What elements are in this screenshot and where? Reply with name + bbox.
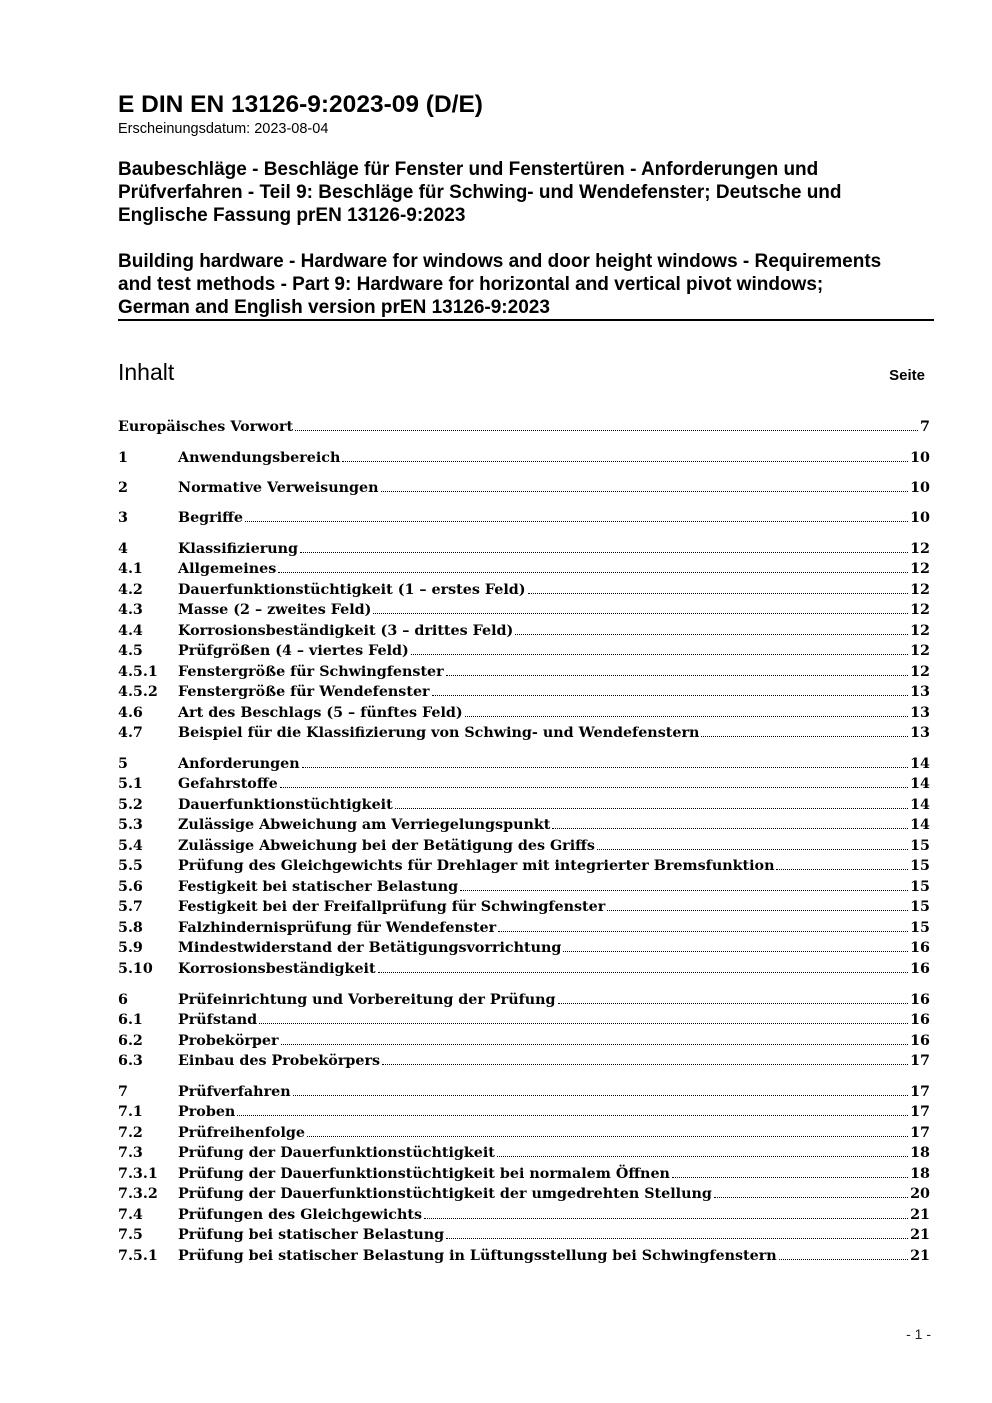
toc-entry-page: 15 xyxy=(910,838,930,854)
toc-entry[interactable] xyxy=(118,1051,930,1071)
toc-page-column-label: Seite xyxy=(889,367,925,384)
toc-entry-number: 7.3.2 xyxy=(118,1186,158,1202)
toc-dot-leader xyxy=(382,1053,908,1065)
toc-dot-leader xyxy=(373,602,908,614)
toc-entry-title: Falzhindernisprüfung für Wendefenster xyxy=(178,920,497,936)
title-english-line: and test methods - Part 9: Hardware for horizontal and vertical pivot windows; xyxy=(118,274,824,295)
toc-dot-leader xyxy=(278,561,908,573)
toc-dot-leader xyxy=(381,480,909,492)
toc-entry-number: 4.6 xyxy=(118,705,143,721)
toc-entry[interactable] xyxy=(118,1225,930,1245)
toc-entry-title: Mindestwiderstand der Betätigungsvorrichtung xyxy=(178,940,562,956)
toc-entry-title: Dauerfunktionstüchtigkeit (1 – erstes Feld) xyxy=(178,582,526,598)
toc-dot-leader xyxy=(528,582,909,594)
toc-entry-page: 17 xyxy=(910,1084,930,1100)
toc-entry-page: 20 xyxy=(910,1186,930,1202)
toc-entry-title: Fenstergröße für Wendefenster xyxy=(178,684,430,700)
toc-entry-page: 13 xyxy=(910,725,930,741)
toc-entry-number: 4.4 xyxy=(118,623,143,639)
toc-dot-leader xyxy=(498,920,908,932)
toc-entry-page: 13 xyxy=(910,684,930,700)
toc-entry-title: Prüfung bei statischer Belastung in Lüftungsstellung bei Schwingfenstern xyxy=(178,1248,777,1264)
toc-entry[interactable] xyxy=(118,508,930,528)
toc-entry-title: Probekörper xyxy=(178,1033,279,1049)
toc-entry-title: Anforderungen xyxy=(178,756,300,772)
toc-entry[interactable] xyxy=(118,1164,930,1184)
toc-entry-title: Prüfungen des Gleichgewichts xyxy=(178,1207,423,1223)
toc-entry[interactable] xyxy=(118,1010,930,1030)
toc-entry-page: 21 xyxy=(910,1248,930,1264)
toc-entry-number: 6.3 xyxy=(118,1053,143,1069)
title-german-line: Prüfverfahren - Teil 9: Beschläge für Schwing- und Wendefenster; Deutsche und xyxy=(118,182,842,203)
toc-entry-page: 10 xyxy=(910,480,930,496)
toc-dot-leader xyxy=(552,817,908,829)
toc-entry-number: 4.3 xyxy=(118,602,143,618)
toc-entry-title: Zulässige Abweichung bei der Betätigung des Griffs xyxy=(178,838,595,854)
toc-entry-number: 4 xyxy=(118,541,128,557)
toc-entry-title: Gefahrstoffe xyxy=(178,776,278,792)
toc-dot-leader xyxy=(424,1207,908,1219)
toc-entry-title: Normative Verweisungen xyxy=(178,480,379,496)
toc-entry-number: 5.1 xyxy=(118,776,143,792)
toc-dot-leader xyxy=(465,705,908,717)
toc-entry[interactable] xyxy=(118,1246,930,1266)
toc-entry-page: 12 xyxy=(910,561,930,577)
toc-entry-title: Begriffe xyxy=(178,510,243,526)
toc-dot-leader xyxy=(607,899,908,911)
toc-entry-number: 7.2 xyxy=(118,1125,143,1141)
toc-entry[interactable] xyxy=(118,877,930,897)
toc-entry-number: 5 xyxy=(118,756,128,772)
toc-entry-title: Masse (2 – zweites Feld) xyxy=(178,602,372,618)
publication-date: Erscheinungsdatum: 2023-08-04 xyxy=(118,121,329,137)
toc-entry-page: 16 xyxy=(910,940,930,956)
toc-entry-title: Fenstergröße für Schwingfenster xyxy=(178,664,444,680)
toc-entry[interactable] xyxy=(118,1184,930,1204)
toc-entry-page: 16 xyxy=(910,992,930,1008)
toc-entry[interactable] xyxy=(118,478,930,498)
toc-entry[interactable] xyxy=(118,754,930,774)
toc-entry-title: Europäisches Vorwort xyxy=(118,419,294,435)
toc-entry-page: 16 xyxy=(910,961,930,977)
toc-entry-title: Prüfung bei statischer Belastung xyxy=(178,1227,445,1243)
toc-dot-leader xyxy=(672,1166,908,1178)
toc-entry-page: 17 xyxy=(910,1104,930,1120)
toc-entry-number: 7.1 xyxy=(118,1104,143,1120)
toc-entry-page: 12 xyxy=(910,623,930,639)
toc-entry-number: 6.2 xyxy=(118,1033,143,1049)
toc-entry-page: 12 xyxy=(910,602,930,618)
toc-entry-page: 21 xyxy=(910,1227,930,1243)
toc-entry-page: 15 xyxy=(910,920,930,936)
toc-dot-leader xyxy=(307,1125,908,1137)
toc-entry[interactable] xyxy=(118,795,930,815)
toc-entry-title: Prüfung der Dauerfunktionstüchtigkeit der umgedrehten Stellung xyxy=(178,1186,712,1202)
toc-entry-title: Beispiel für die Klassifizierung von Schwing- und Wendefenstern xyxy=(178,725,700,741)
toc-entry-number: 5.2 xyxy=(118,797,143,813)
toc-entry-number: 7.3.1 xyxy=(118,1166,158,1182)
toc-entry-page: 15 xyxy=(910,879,930,895)
toc-entry-number: 5.4 xyxy=(118,838,143,854)
title-german-line: Englische Fassung prEN 13126-9:2023 xyxy=(118,205,466,226)
document-id: E DIN EN 13126-9:2023-09 (D/E) xyxy=(118,91,483,118)
toc-entry[interactable] xyxy=(118,539,930,559)
toc-entry-number: 6 xyxy=(118,992,128,1008)
toc-dot-leader xyxy=(446,664,908,676)
toc-entry-title: Prüfeinrichtung und Vorbereitung der Prüfung xyxy=(178,992,556,1008)
toc-entry-title: Art des Beschlags (5 – fünftes Feld) xyxy=(178,705,463,721)
toc-entry-number: 7 xyxy=(118,1084,128,1100)
toc-entry-title: Korrosionsbeständigkeit xyxy=(178,961,376,977)
page-number: - 1 - xyxy=(906,1326,931,1342)
toc-entry[interactable] xyxy=(118,723,930,743)
toc-entry-number: 5.5 xyxy=(118,858,143,874)
toc-entry[interactable] xyxy=(118,1205,930,1225)
toc-entry-page: 14 xyxy=(910,756,930,772)
toc-entry-number: 4.7 xyxy=(118,725,143,741)
toc-entry[interactable] xyxy=(118,938,930,958)
toc-entry[interactable] xyxy=(118,600,930,620)
toc-entry-number: 7.4 xyxy=(118,1207,143,1223)
toc-entry[interactable] xyxy=(118,703,930,723)
toc-entry[interactable] xyxy=(118,1143,930,1163)
toc-dot-leader xyxy=(395,797,908,809)
toc-entry-page: 12 xyxy=(910,643,930,659)
toc-entry-page: 17 xyxy=(910,1053,930,1069)
title-german-line: Baubeschläge - Beschläge für Fenster und Fenstertüren - Anforderungen und xyxy=(118,159,819,180)
toc-entry-page: 15 xyxy=(910,858,930,874)
toc-entry-title: Einbau des Probekörpers xyxy=(178,1053,381,1069)
toc-entry-page: 14 xyxy=(910,817,930,833)
title-english-line: Building hardware - Hardware for windows and door height windows - Requirements xyxy=(118,251,882,272)
toc-entry[interactable] xyxy=(118,990,930,1010)
toc-dot-leader xyxy=(497,1145,908,1157)
toc-entry-page: 7 xyxy=(920,419,930,435)
toc-entry-page: 14 xyxy=(910,776,930,792)
toc-entry-title: Korrosionsbeständigkeit (3 – drittes Feld) xyxy=(178,623,514,639)
toc-entry-title: Prüfung der Dauerfunktionstüchtigkeit bei normalem Öffnen xyxy=(178,1166,670,1182)
toc-entry[interactable] xyxy=(118,448,930,468)
toc-entry-number: 7.3 xyxy=(118,1145,143,1161)
toc-entry-title: Festigkeit bei der Freifallprüfung für Schwingfenster xyxy=(178,899,606,915)
toc-entry-title: Anwendungsbereich xyxy=(178,450,341,466)
toc-entry-page: 10 xyxy=(910,450,930,466)
toc-entry-title: Prüfstand xyxy=(178,1012,258,1028)
toc-entry-title: Prüfverfahren xyxy=(178,1084,291,1100)
toc-dot-leader xyxy=(293,1084,908,1096)
toc-dot-leader xyxy=(714,1186,908,1198)
toc-entry-page: 12 xyxy=(910,664,930,680)
toc-dot-leader xyxy=(280,776,908,788)
toc-entry-number: 4.1 xyxy=(118,561,143,577)
toc-entry[interactable] xyxy=(118,1031,930,1051)
toc-dot-leader xyxy=(411,643,908,655)
toc-entry-number: 5.9 xyxy=(118,940,143,956)
toc-dot-leader xyxy=(432,684,909,696)
toc-entry[interactable] xyxy=(118,959,930,979)
toc-dot-leader xyxy=(515,623,908,635)
toc-entry[interactable] xyxy=(118,621,930,641)
toc-entry-title: Zulässige Abweichung am Verriegelungspunkt xyxy=(178,817,551,833)
toc-entry-number: 6.1 xyxy=(118,1012,143,1028)
toc-dot-leader xyxy=(563,940,908,952)
toc-entry[interactable] xyxy=(118,1102,930,1122)
toc-entry-page: 10 xyxy=(910,510,930,526)
toc-entry-number: 4.5 xyxy=(118,643,143,659)
toc-entry-number: 4.2 xyxy=(118,582,143,598)
toc-entry[interactable] xyxy=(118,417,930,437)
toc-dot-leader xyxy=(237,1104,908,1116)
toc-entry[interactable] xyxy=(118,1082,930,1102)
toc-entry-number: 3 xyxy=(118,510,128,526)
toc-entry-page: 18 xyxy=(910,1145,930,1161)
toc-dot-leader xyxy=(558,992,909,1004)
toc-dot-leader xyxy=(378,961,909,973)
toc-entry-page: 13 xyxy=(910,705,930,721)
toc-heading: Inhalt xyxy=(118,359,175,385)
toc-entry-title: Klassifizierung xyxy=(178,541,299,557)
toc-dot-leader xyxy=(281,1033,909,1045)
toc-entry-title: Prüfgrößen (4 – viertes Feld) xyxy=(178,643,409,659)
toc-entry-page: 14 xyxy=(910,797,930,813)
toc-entry[interactable] xyxy=(118,918,930,938)
toc-entry-page: 16 xyxy=(910,1012,930,1028)
toc-entry-number: 5.6 xyxy=(118,879,143,895)
toc-entry-number: 5.8 xyxy=(118,920,143,936)
toc-entry-title: Allgemeines xyxy=(178,561,277,577)
toc-entry-title: Prüfreihenfolge xyxy=(178,1125,305,1141)
toc-entry-title: Dauerfunktionstüchtigkeit xyxy=(178,797,393,813)
toc-entry-title: Prüfung des Gleichgewichts für Drehlager mit integrierter Bremsfunktion xyxy=(178,858,775,874)
toc-entry-title: Proben xyxy=(178,1104,236,1120)
toc-entry-page: 18 xyxy=(910,1166,930,1182)
toc-entry[interactable] xyxy=(118,1123,930,1143)
toc-entry-title: Prüfung der Dauerfunktionstüchtigkeit xyxy=(178,1145,495,1161)
toc-entry[interactable] xyxy=(118,559,930,579)
toc-entry-number: 5.3 xyxy=(118,817,143,833)
toc-dot-leader xyxy=(342,450,908,462)
toc-entry[interactable] xyxy=(118,580,930,600)
toc-entry[interactable] xyxy=(118,774,930,794)
toc-dot-leader xyxy=(295,419,918,431)
toc-entry-title: Festigkeit bei statischer Belastung xyxy=(178,879,459,895)
toc-entry[interactable] xyxy=(118,836,930,856)
toc-dot-leader xyxy=(460,879,908,891)
toc-dot-leader xyxy=(302,756,908,768)
toc-entry-page: 15 xyxy=(910,899,930,915)
toc-entry-page: 12 xyxy=(910,582,930,598)
toc-dot-leader xyxy=(259,1012,908,1024)
toc-entry-number: 4.5.1 xyxy=(118,664,158,680)
toc-dot-leader xyxy=(779,1248,908,1260)
toc-dot-leader xyxy=(597,838,908,850)
toc-entry-number: 7.5 xyxy=(118,1227,143,1243)
toc-entry-page: 16 xyxy=(910,1033,930,1049)
toc-entry[interactable] xyxy=(118,641,930,661)
toc-entry-number: 5.10 xyxy=(118,961,153,977)
toc-entry-page: 17 xyxy=(910,1125,930,1141)
toc-entry-number: 1 xyxy=(118,450,128,466)
toc-dot-leader xyxy=(776,858,908,870)
toc-dot-leader xyxy=(245,510,908,522)
toc-entry-number: 5.7 xyxy=(118,899,143,915)
toc-entry[interactable] xyxy=(118,815,930,835)
toc-entry-page: 12 xyxy=(910,541,930,557)
toc-entry-number: 4.5.2 xyxy=(118,684,158,700)
toc-dot-leader xyxy=(300,541,908,553)
toc-entry[interactable] xyxy=(118,662,930,682)
title-english-line: German and English version prEN 13126-9:2023 xyxy=(118,297,550,318)
toc-entry-number: 7.5.1 xyxy=(118,1248,158,1264)
toc-dot-leader xyxy=(446,1227,908,1239)
toc-entry[interactable] xyxy=(118,856,930,876)
toc-entry-number: 2 xyxy=(118,480,128,496)
toc-entry[interactable] xyxy=(118,897,930,917)
toc-entry[interactable] xyxy=(118,682,930,702)
toc-dot-leader xyxy=(701,725,908,737)
toc-entry-page: 21 xyxy=(910,1207,930,1223)
table-of-contents xyxy=(118,0,930,1403)
